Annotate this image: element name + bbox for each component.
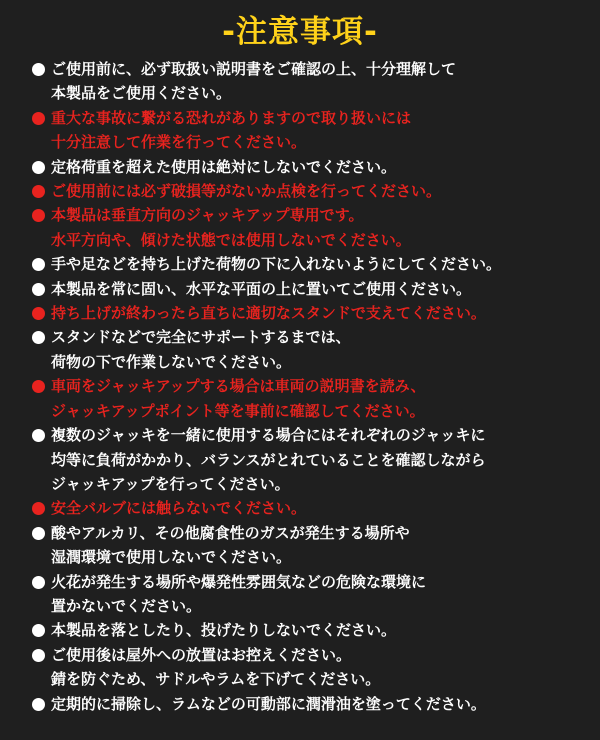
caution-text-line: 荷物の下で作業しないでください。 [51,352,292,371]
caution-item [32,57,600,106]
caution-item [32,423,600,496]
bullet-icon [32,380,45,393]
bullet-icon [32,161,45,174]
caution-text-line: 湿潤環境で使用しないでください。 [51,548,292,567]
caution-text-line: 均等に負荷がかかり、バランスがとれていることを確認しながら [51,450,486,469]
caution-text-line: 錆を防ぐため、サドルやラムを下げてください。 [51,670,381,689]
caution-text-line: ジャッキアップポイント等を事前に確認してください。 [51,401,425,420]
caution-text-line: 置かないでください。 [51,596,202,615]
caution-item [32,496,600,520]
bullet-icon [32,649,45,662]
caution-text-line: 本製品をご使用ください。 [51,84,232,103]
caution-text-line: 本製品を落としたり、投げたりしないでください。 [51,621,397,640]
caution-item [32,521,600,570]
caution-text-line: 安全バルブには触らないでください。 [51,499,307,518]
bullet-icon [32,502,45,515]
caution-text-line: 定期的に掃除し、ラムなどの可動部に潤滑油を塗ってください。 [51,694,486,713]
caution-text-line: 十分注意して作業を行ってください。 [51,133,307,152]
caution-text-line: 車両をジャッキアップする場合は車両の説明書を読み、 [51,377,426,396]
caution-item [32,106,600,155]
caution-item [32,277,600,301]
caution-item [32,374,600,423]
caution-text-line: スタンドなどで完全にサポートするまでは、 [51,328,351,347]
bullet-icon [32,283,45,296]
bullet-icon [32,258,45,271]
caution-item [32,203,600,252]
caution-item [32,325,600,374]
caution-text-line: ご使用後は屋外への放置はお控えください。 [51,645,352,664]
caution-text-line: ご使用前に、必ず取扱い説明書をご確認の上、十分理解して [51,60,457,78]
caution-text-line: 本製品を常に固い、水平な平面の上に置いてご使用ください。 [51,279,472,298]
caution-text-line: 火花が発生する場所や爆発性雰囲気などの危険な環境に [51,572,427,591]
caution-text-line: 酸やアルカリ、その他腐食性のガスが発生する場所や [51,523,410,542]
caution-list [0,57,600,716]
bullet-icon [32,527,45,540]
caution-text-line: 本製品は垂直方向のジャッキアップ専用です。 [51,206,364,225]
caution-text-line: 重大な事故に繋がる恐れがありますので取り扱いには [51,108,412,127]
bullet-icon [32,624,45,637]
bullet-icon [32,698,45,711]
caution-text-line: 手や足などを持ち上げた荷物の下に入れないようにしてください。 [51,255,502,274]
caution-item [32,643,600,692]
caution-item [32,692,600,716]
bullet-icon [32,331,45,344]
caution-text-line: 定格荷重を超えた使用は絶対にしないでください。 [51,157,397,176]
caution-item [32,301,600,325]
bullet-icon [32,112,45,125]
caution-text-line: 持ち上げが終わったら直ちに適切なスタンドで支えてください。 [51,304,486,323]
bullet-icon [32,185,45,198]
caution-item [32,570,600,619]
caution-text-line: ご使用前には必ず破損等がないか点検を行ってください。 [51,182,442,201]
bullet-icon [32,307,45,320]
caution-item [32,155,600,179]
bullet-icon [32,63,45,76]
bullet-icon [32,429,45,442]
caution-text-line: 複数のジャッキを一緒に使用する場合にはそれぞれのジャッキに [51,426,486,445]
bullet-icon [32,576,45,589]
caution-item [32,179,600,203]
caution-text-line: 水平方向や、傾けた状態では使用しないでください。 [51,230,411,249]
caution-item [32,618,600,642]
notice-title: -注意事項- [222,14,378,50]
bullet-icon [32,209,45,222]
caution-text-line: ジャッキアップを行ってください。 [51,474,290,493]
caution-item [32,252,600,276]
